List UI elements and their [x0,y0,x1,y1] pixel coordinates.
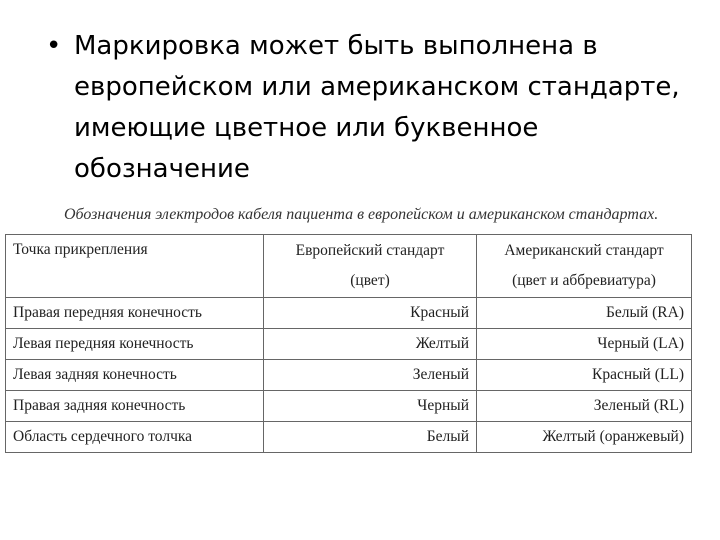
table-row [6,391,692,422]
cell-point: Правая задняя конечность [6,391,264,422]
cell-european: Белый [264,422,477,453]
bullet-line: европейском или американском стандарте, [74,72,680,102]
table-row [6,360,692,391]
header-american-subtitle: (цвет и аббревиатура) [512,272,656,289]
header-american-title: Американский стандарт [504,242,664,259]
cell-european: Красный [264,298,477,329]
bullet-line: обозначение [74,154,250,184]
header-attachment-point: Точка прикрепления [6,235,264,298]
cell-american: Черный (LA) [477,329,692,360]
header-european-subtitle: (цвет) [350,272,390,289]
header-american-standard [477,235,692,298]
bullet-point [46,26,706,190]
cell-american: Красный (LL) [477,360,692,391]
cell-european: Черный [264,391,477,422]
bullet-line: имеющие цветное или буквенное [74,113,539,143]
table-row [6,329,692,360]
header-european-standard [264,235,477,298]
table-caption: Обозначения электродов кабеля пациента в европейском и американском стандартах. [64,206,659,223]
cell-point: Левая задняя конечность [6,360,264,391]
cell-american: Зеленый (RL) [477,391,692,422]
table-row [6,422,692,453]
cell-american: Белый (RA) [477,298,692,329]
bullet-line: Маркировка может быть выполнена в [74,31,598,61]
cell-point: Левая передняя конечность [6,329,264,360]
cell-european: Желтый [264,329,477,360]
cell-point: Область сердечного толчка [6,422,264,453]
electrode-table [5,234,692,453]
cell-american: Желтый (оранжевый) [477,422,692,453]
cell-european: Зеленый [264,360,477,391]
table-header-row [6,235,692,298]
table-row [6,298,692,329]
cell-point: Правая передняя конечность [6,298,264,329]
bullet-marker: • [46,31,62,61]
header-european-title: Европейский стандарт [295,242,445,259]
